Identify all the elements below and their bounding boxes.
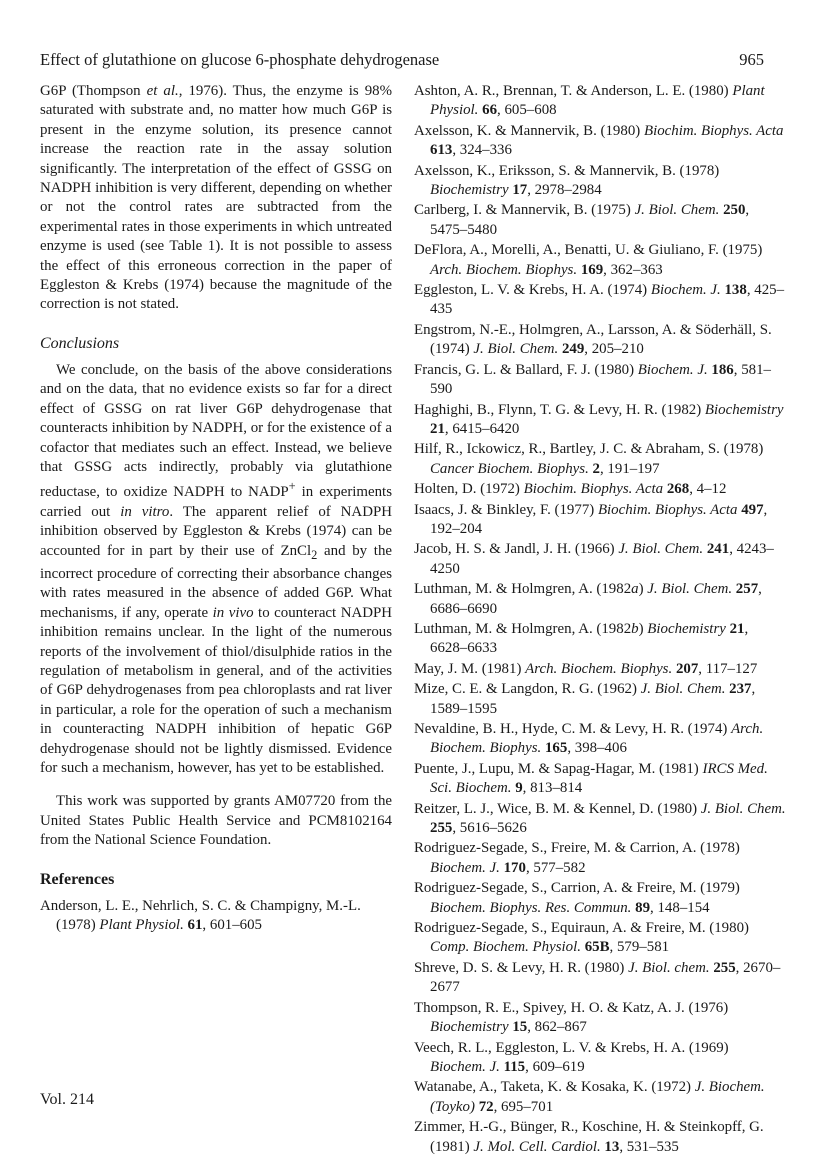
- reference-entry: Holten, D. (1972) Biochim. Biophys. Acta 268, 4–12: [414, 481, 727, 498]
- paragraph-conclusions: We conclude, on the basis of the above considerations and on the data, that no evidence exists so far for a direct effect of GSSG on rat liver G6P dehydrogenase that counteracts inhibition by NADPH, or for the existence of a cofactor that mediates such an effect. Instead, we believe that GSSG acts indirectly, probably via glutathione reductase, to oxidize NADPH to NADP+ in experiments carried out in vitro. The apparent relief of NADPH inhibition observed by Eggleston & Krebs (1974) can be accounted for in part by their use of ZnCl$_2$ and by the incorrect procedure of correcting their absorbance changes with rates measured in the absence of added G6P. What mechanisms, if any, operate in vivo to counteract NADPH inhibition remains unclear. In the light of the numerous reports of the involvement of thiol/disulphide ratios in the regulation of metabolism in general, and of the activities of G6P dehydrogenases from pea chloroplasts and rat liver in particular, a role for the operation of such a mechanism in counteracting NADPH inhibition of hepatic G6P dehydrogenase should not be lightly dismissed. Evidence for such a mechanism, however, has yet to be established.: [40, 361, 392, 776]
- acknowledgements: This work was supported by grants AM07720 from the United States Public Health Service and PCM8102164 from the National Science Foundation.: [40, 793, 392, 849]
- reference-entry: Reitzer, L. J., Wice, B. M. & Kennel, D. (1980) J. Biol. Chem. 255, 5616–5626: [414, 800, 786, 837]
- reference-entry: Eggleston, L. V. & Krebs, H. A. (1974) Biochem. J. 138, 425–435: [414, 282, 785, 318]
- reference-entry: Mize, C. E. & Langdon, R. G. (1962) J. Biol. Chem. 237, 1589–1595: [414, 681, 756, 717]
- reference-entry: Francis, G. L. & Ballard, F. J. (1980) Biochem. J. 186, 581–590: [414, 361, 771, 398]
- reference-entry: Thompson, R. E., Spivey, H. O. & Katz, A. J. (1976) Biochemistry 15, 862–867: [414, 999, 729, 1036]
- reference-entry: Luthman, M. & Holmgren, A. (1982a) J. Biol. Chem. 257, 6686–6690: [414, 581, 762, 617]
- reference-entry: Carlberg, I. & Mannervik, B. (1975) J. Biol. Chem. 250, 5475–5480: [414, 202, 750, 238]
- reference-entry: DeFlora, A., Morelli, A., Benatti, U. & Giuliano, F. (1975) Arch. Biochem. Biophys. 169, 362–363: [414, 242, 763, 278]
- left-column: [40, 82, 392, 936]
- reference-entry: Nevaldine, B. H., Hyde, C. M. & Levy, H. R. (1974) Arch. Biochem. Biophys. 165, 398–406: [414, 721, 764, 757]
- reference-entry: Rodriguez-Segade, S., Freire, M. & Carrion, A. (1978) Biochem. J. 170, 577–582: [414, 840, 740, 876]
- reference-entry: Rodriguez-Segade, S., Carrion, A. & Freire, M. (1979) Biochem. Biophys. Res. Commun. 89, 148–154: [414, 880, 740, 916]
- reference-entry: Puente, J., Lupu, M. & Sapag-Hagar, M. (1981) IRCS Med. Sci. Biochem. 9, 813–814: [414, 760, 768, 797]
- conclusions-heading: Conclusions: [40, 334, 120, 352]
- reference-entry: Axelsson, K., Eriksson, S. & Mannervik, B. (1978) Biochemistry 17, 2978–2984: [414, 162, 720, 199]
- reference-entry: Haghighi, B., Flynn, T. G. & Levy, H. R. (1982) Biochemistry 21, 6415–6420: [414, 401, 784, 437]
- reference-entry: Hilf, R., Ickowicz, R., Bartley, J. C. & Abraham, S. (1978) Cancer Biochem. Biophys. 2, 191–197: [414, 441, 764, 477]
- reference-entry: Anderson, L. E., Nehrlich, S. C. & Champigny, M.-L. (1978) Plant Physiol. 61, 601–605: [40, 897, 361, 933]
- running-title: Effect of glutathione on glucose 6-phosphate dehydrogenase: [40, 50, 440, 69]
- running-header: [40, 50, 768, 74]
- reference-entry: Luthman, M. & Holmgren, A. (1982b) Biochemistry 21, 6628–6633: [414, 620, 749, 657]
- reference-entry: Shreve, D. S. & Levy, H. R. (1980) J. Biol. chem. 255, 2670–2677: [414, 959, 781, 996]
- reference-entry: Zimmer, H.-G., Bünger, R., Koschine, H. & Steinkopff, G. (1981) J. Mol. Cell. Cardiol. 13, 531–535: [414, 1119, 764, 1155]
- references-heading: References: [40, 870, 115, 888]
- reference-entry: Axelsson, K. & Mannervik, B. (1980) Biochim. Biophys. Acta 613, 324–336: [414, 122, 784, 159]
- reference-entry: May, J. M. (1981) Arch. Biochem. Biophys. 207, 117–127: [414, 660, 758, 677]
- reference-entry: Ashton, A. R., Brennan, T. & Anderson, L. E. (1980) Plant Physiol. 66, 605–608: [414, 83, 765, 119]
- reference-entry: Engstrom, N.-E., Holmgren, A., Larsson, A. & Söderhäll, S. (1974) J. Biol. Chem. 249, 205–210: [414, 321, 772, 358]
- paragraph-discussion-end: G6P (Thompson et al., 1976). Thus, the enzyme is 98% saturated with substrate and, no matter how much G6P is present in the enzyme solution, its presence cannot increase the reaction rate in the assay solution significantly. The interpretation of the effect of GSSG on NADPH inhibition is very different, depending on whether or not the control rates are subtracted from the experimental rates in those experiments in which untreated enzyme is used (see Table 1). It is not possible to assess the effect of this erroneous correction in the paper of Eggleston & Krebs (1974) because the magnitude of the correction is not stated.: [40, 83, 392, 313]
- volume-footer: Vol. 214: [40, 1091, 94, 1108]
- reference-entry: Jacob, H. S. & Jandl, J. H. (1966) J. Biol. Chem. 241, 4243–4250: [414, 541, 774, 577]
- reference-list: [414, 82, 786, 1158]
- reference-entry: Veech, R. L., Eggleston, L. V. & Krebs, H. A. (1969) Biochem. J. 115, 609–619: [414, 1039, 729, 1075]
- reference-entry: Isaacs, J. & Binkley, F. (1977) Biochim. Biophys. Acta 497, 192–204: [414, 501, 768, 537]
- reference-entry: Watanabe, A., Taketa, K. & Kosaka, K. (1972) J. Biochem. (Toyko) 72, 695–701: [414, 1079, 765, 1115]
- page-number: 965: [739, 50, 764, 69]
- reference-entry: Rodriguez-Segade, S., Equiraun, A. & Freire, M. (1980) Comp. Biochem. Physiol. 65B, 579–581: [414, 920, 749, 956]
